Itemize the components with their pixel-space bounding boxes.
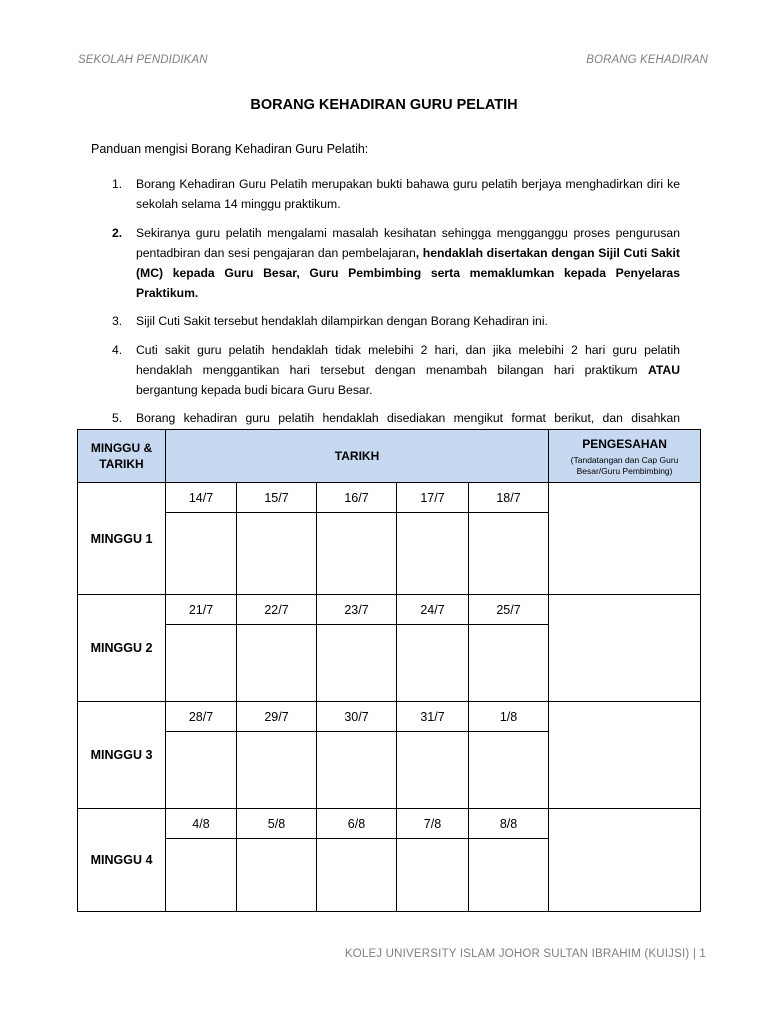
date-cell: 21/7: [166, 595, 237, 625]
attendance-cell[interactable]: [317, 839, 397, 912]
rule-item: [91, 223, 680, 303]
attendance-cell[interactable]: [397, 625, 469, 702]
date-cell: 6/8: [317, 809, 397, 839]
week-label: MINGGU 4: [78, 809, 166, 912]
approval-cell[interactable]: [549, 483, 701, 595]
week-label: MINGGU 1: [78, 483, 166, 595]
intro-text: Panduan mengisi Borang Kehadiran Guru Pelatih:: [91, 142, 369, 156]
attendance-cell[interactable]: [469, 732, 549, 809]
date-cell: 15/7: [237, 483, 317, 513]
header-approval: [549, 430, 701, 483]
rule-text: Sijil Cuti Sakit tersebut hendaklah dilampirkan dengan Borang Kehadiran ini.: [136, 314, 548, 328]
table-row: [78, 702, 701, 732]
rule-number: 4.: [112, 342, 123, 357]
attendance-cell[interactable]: [397, 732, 469, 809]
rule-item: [91, 340, 680, 400]
date-cell: 17/7: [397, 483, 469, 513]
date-cell: 31/7: [397, 702, 469, 732]
rule-item: [91, 174, 680, 214]
week-label: MINGGU 3: [78, 702, 166, 809]
date-cell: 18/7: [469, 483, 549, 513]
date-cell: 30/7: [317, 702, 397, 732]
header-week: MINGGU & TARIKH: [78, 430, 166, 483]
rule-number: 2.: [112, 225, 123, 240]
attendance-cell[interactable]: [237, 732, 317, 809]
attendance-table: [77, 429, 701, 912]
attendance-cell[interactable]: [166, 513, 237, 595]
header-right: BORANG KEHADIRAN: [586, 54, 708, 66]
table-row: [78, 483, 701, 513]
rule-text-after: bergantung kepada budi bicara Guru Besar.: [136, 382, 373, 397]
table-row: [78, 809, 701, 839]
rule-text-bold: ATAU: [647, 362, 680, 377]
date-cell: 23/7: [317, 595, 397, 625]
date-cell: 7/8: [397, 809, 469, 839]
rule-text: Borang kehadiran guru pelatih hendaklah disediakan mengikut format berikut, dan disahkan: [136, 411, 680, 425]
attendance-cell[interactable]: [237, 839, 317, 912]
header-approval-title: PENGESAHAN: [582, 436, 667, 451]
date-cell: 4/8: [166, 809, 237, 839]
date-cell: 28/7: [166, 702, 237, 732]
attendance-cell[interactable]: [166, 625, 237, 702]
page-footer: KOLEJ UNIVERSITY ISLAM JOHOR SULTAN IBRAHIM (KUIJSI) | 1: [344, 948, 706, 960]
date-cell: 24/7: [397, 595, 469, 625]
date-cell: 14/7: [166, 483, 237, 513]
attendance-cell[interactable]: [317, 732, 397, 809]
page-title: BORANG KEHADIRAN GURU PELATIH: [250, 97, 518, 113]
date-cell: 16/7: [317, 483, 397, 513]
rule-text-bold: , hendaklah disertakan dengan Sijil Cuti Sakit (MC) kepada Guru Besar, Guru Pembimbing serta memaklumkan kepada Penyelaras Praktikum.: [136, 245, 680, 300]
attendance-cell[interactable]: [317, 513, 397, 595]
attendance-cell[interactable]: [469, 513, 549, 595]
attendance-cell[interactable]: [397, 513, 469, 595]
attendance-cell[interactable]: [469, 625, 549, 702]
attendance-cell[interactable]: [166, 732, 237, 809]
approval-cell[interactable]: [549, 809, 701, 912]
rule-text: Borang Kehadiran Guru Pelatih merupakan bukti bahawa guru pelatih berjaya menghadirkan diri ke sekolah selama 14 minggu praktikum.: [136, 177, 680, 211]
date-cell: 22/7: [237, 595, 317, 625]
table-row: [78, 595, 701, 625]
header-date: TARIKH: [166, 430, 549, 483]
date-cell: 5/8: [237, 809, 317, 839]
rule-number: 1.: [112, 177, 123, 191]
rules-list: [91, 174, 680, 457]
attendance-cell[interactable]: [237, 513, 317, 595]
approval-cell[interactable]: [549, 595, 701, 702]
attendance-cell[interactable]: [469, 839, 549, 912]
attendance-cell[interactable]: [237, 625, 317, 702]
header-left: SEKOLAH PENDIDIKAN: [78, 54, 208, 66]
attendance-cell[interactable]: [397, 839, 469, 912]
week-label: MINGGU 2: [78, 595, 166, 702]
attendance-cell[interactable]: [317, 625, 397, 702]
attendance-cell[interactable]: [166, 839, 237, 912]
rule-number: 5.: [112, 411, 123, 425]
rule-text: Cuti sakit guru pelatih hendaklah tidak melebihi 2 hari, dan jika melebihi 2 hari guru pelatih hendaklah menggantikan hari tersebut dengan menambah bilangan hari praktikum: [136, 342, 680, 377]
approval-cell[interactable]: [549, 702, 701, 809]
rule-number: 3.: [112, 314, 123, 328]
date-cell: 1/8: [469, 702, 549, 732]
header-approval-note: (Tandatangan dan Cap Guru Besar/Guru Pembimbing): [570, 454, 679, 476]
rule-text: Sekiranya guru pelatih mengalami masalah kesihatan sehingga mengganggu proses pengurusan pentadbiran dan sesi pengajaran dan pembelajaran: [136, 225, 680, 260]
date-cell: 8/8: [469, 809, 549, 839]
rule-item: [91, 311, 680, 331]
date-cell: 25/7: [469, 595, 549, 625]
date-cell: 29/7: [237, 702, 317, 732]
